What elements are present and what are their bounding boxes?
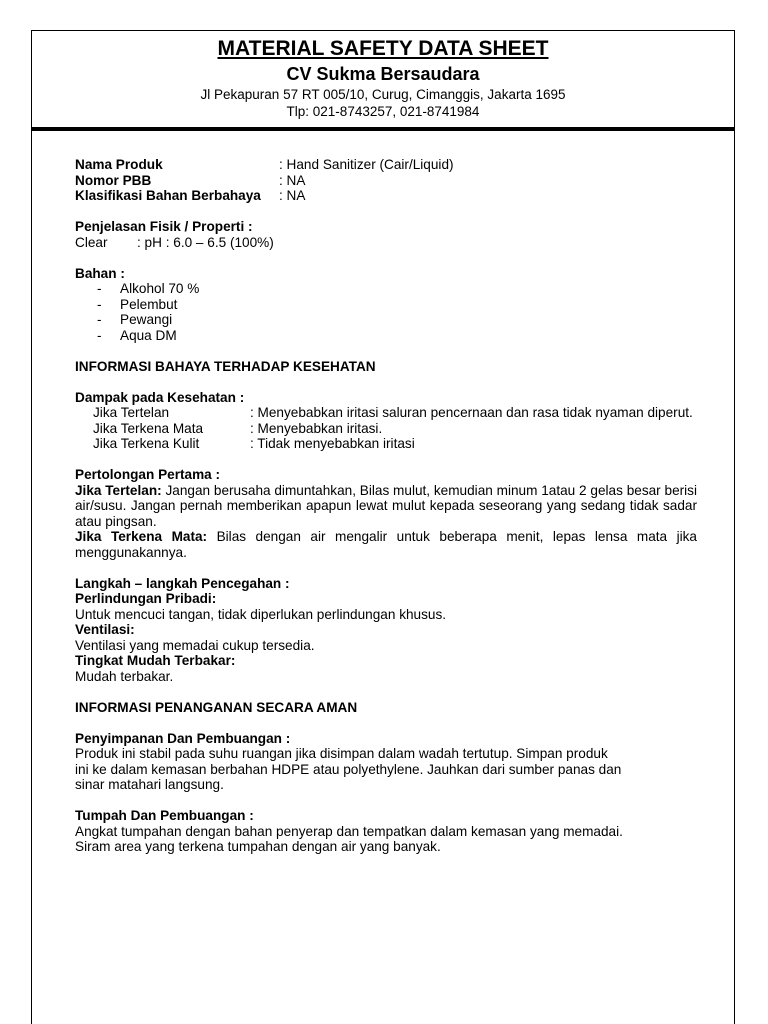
storage-heading: Penyimpanan Dan Pembuangan : xyxy=(75,730,291,746)
storage-line: sinar matahari langsung. xyxy=(75,777,224,792)
ingredients-heading: Bahan : xyxy=(75,265,125,281)
list-item: - Pelembut xyxy=(97,296,178,312)
prevention-label: Perlindungan Pribadi: xyxy=(75,591,217,606)
field-value: : Hand Sanitizer (Cair/Liquid) xyxy=(279,157,454,172)
list-item: - Aqua DM xyxy=(97,327,177,343)
prevention-label: Tingkat Mudah Terbakar: xyxy=(75,653,236,668)
prevention-text: Ventilasi yang memadai cukup tersedia. xyxy=(75,637,315,653)
hazard-class-row xyxy=(75,188,697,204)
field-label: Nomor PBB xyxy=(75,172,152,188)
impact-heading: Dampak pada Kesehatan : xyxy=(75,389,245,405)
physical-row xyxy=(75,235,697,251)
company-name: CV Sukma Bersaudara xyxy=(286,64,480,84)
storage-line: ini ke dalam kemasan berbahan HDPE atau polyethylene. Jauhkan dari sumber panas dan xyxy=(75,761,622,777)
ingredients-list xyxy=(75,281,697,343)
physical-key: Clear xyxy=(75,234,108,250)
spill-line: Siram area yang terkena tumpahan dengan air yang banyak. xyxy=(75,839,441,854)
impact-row: Jika Terkena Kulit : Tidak menyebabkan iritasi xyxy=(93,436,415,451)
document-body xyxy=(75,157,697,855)
physical-value: : pH : 6.0 – 6.5 (100%) xyxy=(137,234,274,250)
list-item: - Pewangi xyxy=(97,312,173,327)
storage-line: Produk ini stabil pada suhu ruangan jika disimpan dalam wadah tertutup. Simpan produk xyxy=(75,746,608,761)
company-phone: Tlp: 021-8743257, 021-8741984 xyxy=(286,104,480,119)
field-label: Nama Produk xyxy=(75,157,163,172)
field-value: : NA xyxy=(279,188,306,203)
handling-heading: INFORMASI PENANGANAN SECARA AMAN xyxy=(75,699,358,715)
physical-heading: Penjelasan Fisik / Properti : xyxy=(75,219,253,234)
field-value: : NA xyxy=(279,172,306,188)
first-aid-ingestion: Jika Tertelan: Jangan berusaha dimuntahkan, Bilas mulut, kemudian minum 1atau 2 gelas besar berisi air/susu. Jangan pernah memberikan apapun lewat mulut kepada seseorang yang sedang tidak sadar atau pingsan. xyxy=(75,482,697,529)
health-section-heading: INFORMASI BAHAYA TERHADAP KESEHATAN xyxy=(75,358,376,374)
impact-row: Jika Tertelan : Menyebabkan iritasi saluran pencernaan dan rasa tidak nyaman diperut. xyxy=(93,405,693,420)
product-name-row xyxy=(75,157,697,173)
document-page xyxy=(31,30,735,1024)
prevention-label: Ventilasi: xyxy=(75,622,135,637)
first-aid-heading: Pertolongan Pertama : xyxy=(75,467,221,482)
header-divider xyxy=(31,127,735,131)
company-address: Jl Pekapuran 57 RT 005/10, Curug, Cimanggis, Jakarta 1695 xyxy=(200,87,566,102)
field-label: Klasifikasi Bahan Berbahaya xyxy=(75,188,261,203)
impact-row: Jika Terkena Mata : Menyebabkan iritasi. xyxy=(93,420,383,436)
document-header xyxy=(32,31,734,120)
prevention-heading: Langkah – langkah Pencegahan : xyxy=(75,575,290,591)
document-title: MATERIAL SAFETY DATA SHEET xyxy=(217,37,549,60)
spill-heading: Tumpah Dan Pembuangan : xyxy=(75,808,254,823)
prevention-text: Untuk mencuci tangan, tidak diperlukan perlindungan khusus. xyxy=(75,606,447,622)
spill-line: Angkat tumpahan dengan bahan penyerap dan tempatkan dalam kemasan yang memadai. xyxy=(75,823,623,839)
first-aid-eyes: Jika Terkena Mata: Bilas dengan air mengalir untuk beberapa menit, lepas lensa mata jika menggunakannya. xyxy=(75,529,697,560)
un-number-row xyxy=(75,173,697,189)
prevention-text: Mudah terbakar. xyxy=(75,668,174,684)
list-item: - Alkohol 70 % xyxy=(97,281,200,296)
